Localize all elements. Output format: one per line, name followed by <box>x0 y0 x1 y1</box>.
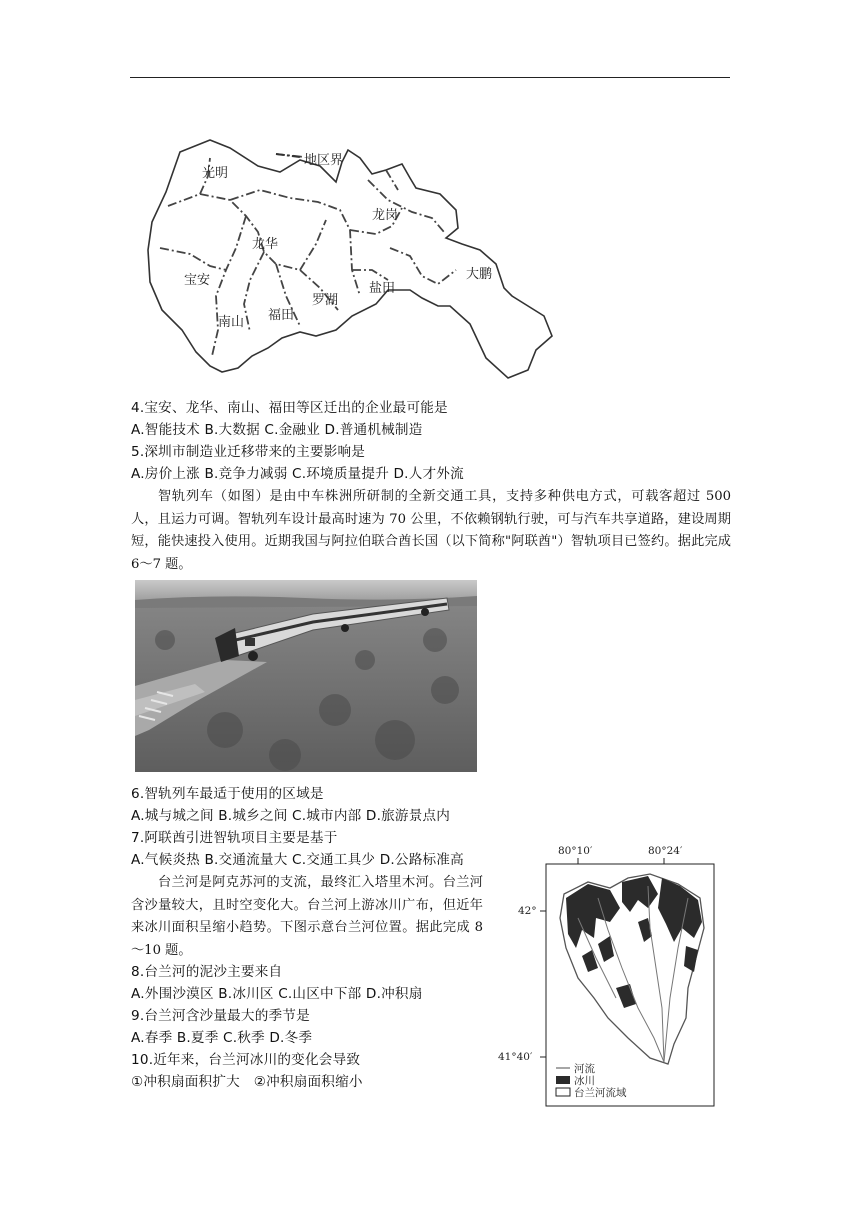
q4-options: A.智能技术 B.大数据 C.金融业 D.普通机械制造 <box>131 422 423 438</box>
shenzhen-district-map <box>140 120 560 388</box>
river-passage: 台兰河是阿克苏河的支流，最终汇入塔里木河。台兰河含沙量较大，且时空变化大。台兰河上游冰川广布，但近年来冰川面积呈缩小趋势。下图示意台兰河位置。据此完成 8～10 题。 <box>131 875 483 958</box>
q4-stem: 4.宝安、龙华、南山、福田等区迁出的企业最可能是 <box>131 400 448 416</box>
q9-options: A.春季 B.夏季 C.秋季 D.冬季 <box>131 1030 313 1046</box>
q6-stem: 6.智轨列车最适于使用的区域是 <box>131 786 324 802</box>
boundary-legend-label: 地区界 <box>304 153 344 168</box>
legend-glacier-label: 冰川 <box>574 1075 595 1087</box>
district-dapeng: 大鹏 <box>466 267 493 282</box>
q9-stem: 9.台兰河含沙量最大的季节是 <box>131 1008 310 1024</box>
q10-options: ①冲积扇面积扩大 ②冲积扇面积缩小 <box>131 1074 363 1090</box>
district-longgang: 龙岗 <box>372 208 399 223</box>
lat-top-label: 42° <box>518 905 537 917</box>
q7-options: A.气候炎热 B.交通流量大 C.交通工具少 D.公路标准高 <box>131 852 464 868</box>
q6-options: A.城与城之间 B.城乡之间 C.城市内部 D.旅游景点内 <box>131 808 451 824</box>
legend-river-label: 河流 <box>574 1063 595 1075</box>
header-rule <box>130 77 730 78</box>
q5-options: A.房价上涨 B.竞争力减弱 C.环境质量提升 D.人才外流 <box>131 466 464 482</box>
rail-passage: 智轨列车（如图）是由中车株洲所研制的全新交通工具，支持多种供电方式，可载客超过 500 人，且运力可调。智轨列车设计最高时速为 70 公里，不依赖钢轨行驶，可与汽车共享道路，建设周期短，能快速投入使用。近期我国与阿拉伯联合酋长国（以下简称"阿联酋"）智轨项目已签约。据此完成 6～7 题。 <box>131 489 731 572</box>
legend-basin-label: 台兰河流域 <box>574 1087 627 1099</box>
district-futian: 福田 <box>268 308 295 323</box>
lon-right-label: 80°24′ <box>648 845 683 857</box>
district-baoan: 宝安 <box>184 273 211 288</box>
q8-stem: 8.台兰河的泥沙主要来自 <box>131 964 283 980</box>
lon-left-label: 80°10′ <box>558 845 593 857</box>
q8-options: A.外围沙漠区 B.冰川区 C.山区中下部 D.冲积扇 <box>131 986 423 1002</box>
lat-bottom-label: 41°40′ <box>498 1051 533 1063</box>
district-guangming: 光明 <box>202 166 229 181</box>
q10-stem: 10.近年来，台兰河冰川的变化会导致 <box>131 1052 361 1068</box>
smart-rail-photo <box>135 580 477 772</box>
tailan-river-map <box>498 838 724 1110</box>
district-longhua: 龙华 <box>252 237 279 252</box>
q5-stem: 5.深圳市制造业迁移带来的主要影响是 <box>131 444 366 460</box>
district-nanshan: 南山 <box>218 315 245 330</box>
district-luohu: 罗湖 <box>312 293 339 308</box>
q7-stem: 7.阿联酋引进智轨项目主要是基于 <box>131 830 338 846</box>
district-yantian: 盐田 <box>369 281 396 296</box>
